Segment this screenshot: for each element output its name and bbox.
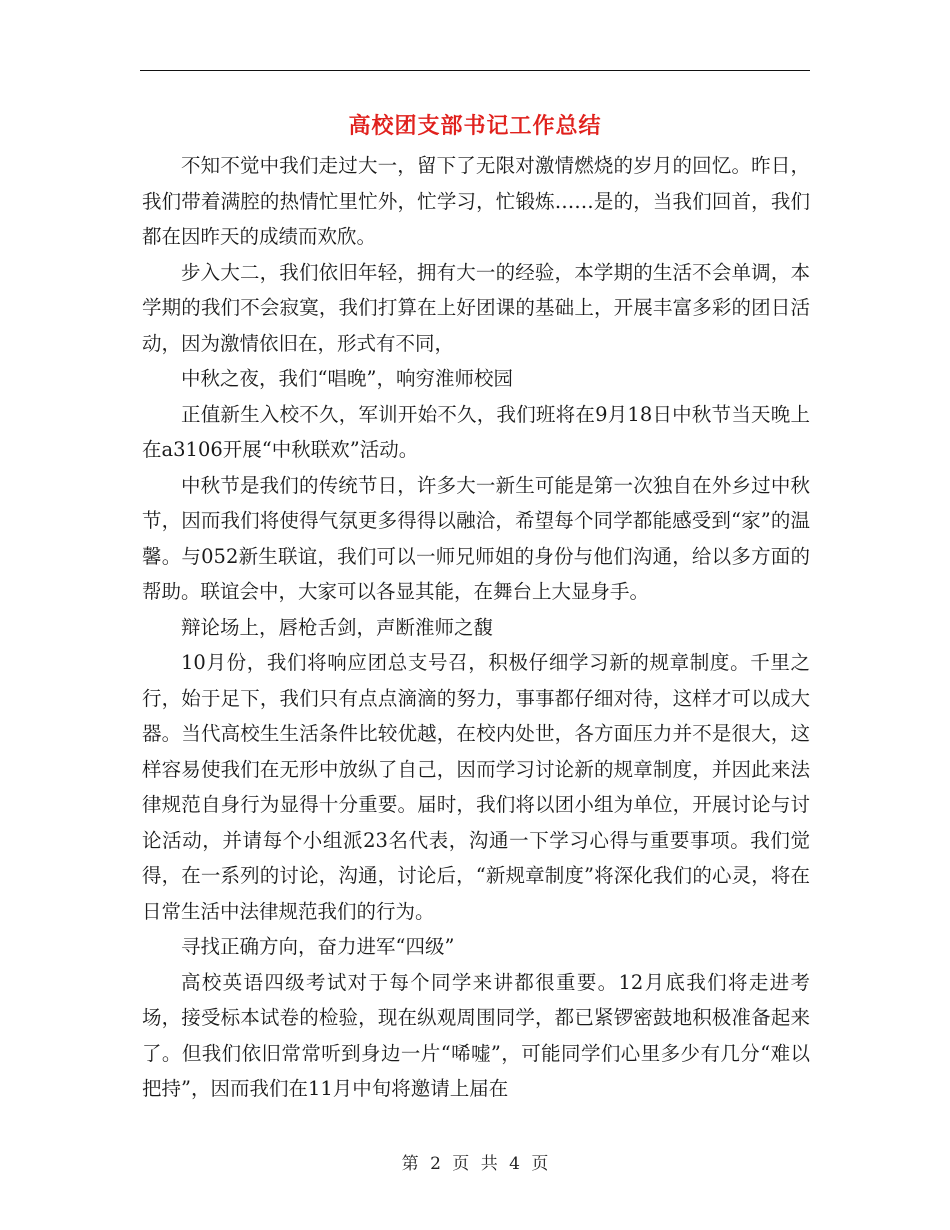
document-body bbox=[142, 148, 810, 1107]
paragraph: 不知不觉中我们走过大一，留下了无限对激情燃烧的岁月的回忆。昨日，我们带着满腔的热情忙里忙外，忙学习，忙锻炼……是的，当我们回首，我们都在因昨天的成绩而欢欣。 bbox=[142, 154, 810, 248]
footer-page-word: 页 bbox=[452, 1154, 470, 1174]
footer-total-prefix: 共 bbox=[480, 1154, 498, 1174]
footer-current-page: 2 bbox=[430, 1154, 441, 1174]
footer-suffix: 页 bbox=[531, 1154, 549, 1174]
section-heading: 辩论场上，唇枪舌剑，声断淮师之馥 bbox=[181, 615, 494, 639]
section-heading: 寻找正确方向，奋力进军“四级” bbox=[181, 935, 455, 958]
header-rule bbox=[140, 70, 810, 71]
document-title: 高校团支部书记工作总结 bbox=[348, 113, 602, 139]
footer-prefix: 第 bbox=[401, 1154, 419, 1174]
page-footer bbox=[0, 1150, 950, 1178]
paragraph: 10月份，我们将响应团总支号召，积极仔细学习新的规章制度。千里之行，始于足下，我们只有点点滴滴的努力，事事都仔细对待，这样才可以成大器。当代高校生生活条件比较优越，在校内处世，各方面压力并不是很大，这样容易使我们在无形中放纵了自己，因而学习讨论新的规章制度，并因此来法律规范自身行为显得十分重要。届时，我们将以团小组为单位，开展讨论与讨论活动，并请每个小组派23名代表，沟通一下学习心得与重要事项。我们觉得，在一系列的讨论，沟通，讨论后，“新规章制度”将深化我们的心灵，将在日常生活中法律规范我们的行为。 bbox=[142, 651, 810, 923]
footer-total-pages: 4 bbox=[509, 1154, 520, 1174]
paragraph: 正值新生入校不久，军训开始不久，我们班将在9月18日中秋节当天晚上在a3106开展“中秋联欢”活动。 bbox=[142, 402, 810, 461]
section-heading: 中秋之夜，我们“唱晚”，响穷淮师校园 bbox=[181, 367, 513, 390]
paragraph: 中秋节是我们的传统节日，许多大一新生可能是第一次独自在外乡过中秋节，因而我们将使得气氛更多得得以融洽，希望每个同学都能感受到“家”的温馨。与052新生联谊，我们可以一师兄师姐的身份与他们沟通，给以多方面的帮助。联谊会中，大家可以各显其能，在舞台上大显身手。 bbox=[142, 473, 810, 603]
paragraph: 高校英语四级考试对于每个同学来讲都很重要。12月底我们将走进考场，接受标本试卷的检验，现在纵观周围同学，都已紧锣密鼓地积极准备起来了。但我们依旧常常听到身边一片“唏嘘”，可能同学们心里多少有几分“难以把持”，因而我们在11月中旬将邀请上届在 bbox=[142, 970, 810, 1100]
paragraph: 步入大二，我们依旧年轻，拥有大一的经验，本学期的生活不会单调，本学期的我们不会寂寞，我们打算在上好团课的基础上，开展丰富多彩的团日活动，因为激情依旧在，形式有不同， bbox=[142, 260, 810, 355]
